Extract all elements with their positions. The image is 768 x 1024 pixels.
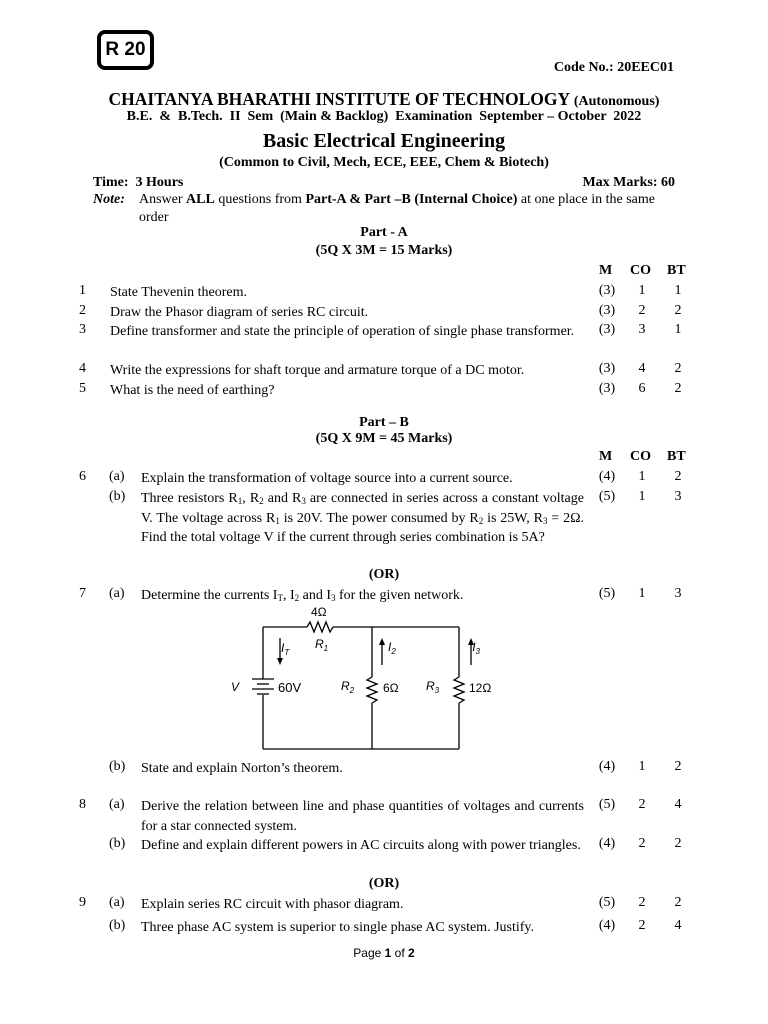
col-co: CO xyxy=(630,449,651,464)
common-branches: (Common to Civil, Mech, ECE, EEE, Chem & Biotech) xyxy=(219,155,549,170)
co-value: 1 xyxy=(638,759,646,774)
bt-value: 2 xyxy=(674,381,682,396)
exam-title: B.E. & B.Tech. II Sem (Main & Backlog) Examination September – October 2022 xyxy=(126,109,642,124)
sub-question-label: (b) xyxy=(109,836,126,851)
part-a-title: Part - A xyxy=(360,225,408,240)
bt-value: 2 xyxy=(674,361,682,376)
or-label: (OR) xyxy=(368,567,400,582)
col-m: M xyxy=(599,449,613,464)
question-number: 5 xyxy=(79,381,86,396)
r2-value: 6Ω xyxy=(383,681,399,695)
marks-value: (5) xyxy=(598,797,616,812)
marks-value: (3) xyxy=(598,361,616,376)
question-number: 6 xyxy=(79,469,86,484)
bt-value: 1 xyxy=(674,322,682,337)
question-text: State and explain Norton’s theorem. xyxy=(141,761,343,776)
marks-value: (3) xyxy=(598,303,616,318)
page-prefix: Page xyxy=(353,946,385,960)
co-value: 1 xyxy=(638,586,646,601)
col-co: CO xyxy=(630,263,651,278)
subject-title: Basic Electrical Engineering xyxy=(262,130,506,152)
marks-value: (4) xyxy=(598,836,616,851)
r3-value: 12Ω xyxy=(469,681,492,695)
part-b-title: Part – B xyxy=(359,415,409,430)
co-value: 1 xyxy=(638,283,646,298)
question-number: 9 xyxy=(79,895,86,910)
bt-value: 4 xyxy=(674,797,682,812)
marks-value: (5) xyxy=(598,489,616,504)
sub-question-label: (b) xyxy=(109,759,126,774)
sub-question-label: (a) xyxy=(109,797,125,812)
sub-question-label: (a) xyxy=(109,895,125,910)
question-text: Determine the currents $I_T$, $I_2$ and $I_3$ for the given network. xyxy=(141,588,464,603)
resistor-r2 xyxy=(367,677,377,703)
r3-label: $R_3$ xyxy=(426,679,440,695)
autonomous-label: (Autonomous) xyxy=(573,94,660,109)
col-bt: BT xyxy=(667,263,686,278)
page-of: of xyxy=(391,946,409,960)
co-value: 1 xyxy=(638,469,646,484)
question-number: 7 xyxy=(79,586,86,601)
bt-value: 2 xyxy=(674,836,682,851)
part-b-marks: (5Q X 9M = 45 Marks) xyxy=(315,431,453,446)
r20-logo: R 20 xyxy=(97,30,154,70)
resistor-r3 xyxy=(454,677,464,703)
marks-value: (5) xyxy=(598,586,616,601)
exam-time: Time: 3 Hours xyxy=(93,175,184,190)
co-value: 4 xyxy=(638,361,646,376)
co-value: 6 xyxy=(638,381,646,396)
bt-value: 2 xyxy=(674,759,682,774)
question-text: Draw the Phasor diagram of series RC circuit. xyxy=(110,305,369,320)
i2-arrowhead xyxy=(379,638,385,645)
note-label: Note: xyxy=(93,192,125,207)
question-text: Explain series RC circuit with phasor diagram. xyxy=(141,897,404,912)
co-value: 2 xyxy=(638,303,646,318)
note-text: Answer ALL questions from Part-A & Part –B (Internal Choice) at one place in the same order xyxy=(139,192,655,225)
max-marks: Max Marks: 60 xyxy=(582,175,675,190)
question-text: Write the expressions for shaft torque and armature torque of a DC motor. xyxy=(110,363,525,378)
note xyxy=(93,191,683,225)
co-value: 3 xyxy=(638,322,646,337)
question-number: 4 xyxy=(79,361,86,376)
resistor-r1 xyxy=(307,622,333,632)
col-bt: BT xyxy=(667,449,686,464)
sub-question-label: (a) xyxy=(109,469,125,484)
page-footer xyxy=(0,946,768,960)
question-text: What is the need of earthing? xyxy=(110,383,275,398)
circuit-diagram xyxy=(225,603,492,753)
or-label: (OR) xyxy=(368,876,400,891)
r2-label: $R_2$ xyxy=(341,679,355,695)
co-value: 2 xyxy=(638,895,646,910)
question-text: State Thevenin theorem. xyxy=(110,285,247,300)
question-text: Explain the transformation of voltage source into a current source. xyxy=(141,471,513,486)
marks-value: (4) xyxy=(598,759,616,774)
page-total: 2 xyxy=(408,946,415,960)
co-value: 2 xyxy=(638,836,646,851)
sub-question-label: (b) xyxy=(109,489,126,504)
marks-value: (3) xyxy=(598,283,616,298)
sub-question-label: (a) xyxy=(109,586,125,601)
question-text: Derive the relation between line and phase quantities of voltages and currents for a star connected system. xyxy=(141,799,584,834)
question-number: 8 xyxy=(79,797,86,812)
question-text: Three phase AC system is superior to single phase AC system. Justify. xyxy=(141,920,534,935)
question-text: Define and explain different powers in AC circuits along with power triangles. xyxy=(141,838,581,853)
it-label: $I_T$ xyxy=(281,641,290,657)
bt-value: 2 xyxy=(674,895,682,910)
sub-question-label: (b) xyxy=(109,918,126,933)
bt-value: 3 xyxy=(674,586,682,601)
question-text: Three resistors $R_1$, $R_2$ and $R_3$ are connected in series across a constant voltage V. The voltage across $R_1$ is 20V. The power consumed by $R_2$ is 25W, $R_3 = 2\Omega$. Find the total voltage V if the current through series combination is 5A? xyxy=(141,491,584,545)
marks-value: (4) xyxy=(598,918,616,933)
code-number: Code No.: 20EEC01 xyxy=(553,60,674,75)
part-a-marks: (5Q X 3M = 15 Marks) xyxy=(315,243,453,258)
r1-label: $R_1$ xyxy=(315,637,329,653)
i3-label: $I_3$ xyxy=(472,640,480,656)
bt-value: 1 xyxy=(674,283,682,298)
question-text: Define transformer and state the principle of operation of single phase transformer. xyxy=(110,324,575,339)
co-value: 1 xyxy=(638,489,646,504)
it-arrowhead xyxy=(277,658,283,665)
question-number: 3 xyxy=(79,322,86,337)
source-value: 60V xyxy=(278,680,302,695)
col-m: M xyxy=(599,263,613,278)
institute-name xyxy=(0,89,768,110)
co-value: 2 xyxy=(638,797,646,812)
bt-value: 4 xyxy=(674,918,682,933)
marks-value: (3) xyxy=(598,381,616,396)
bt-value: 2 xyxy=(674,303,682,318)
page-number: 1 xyxy=(384,946,392,960)
question-number: 2 xyxy=(79,303,86,318)
marks-value: (5) xyxy=(598,895,616,910)
v-label: V xyxy=(231,680,240,694)
r1-value: 4Ω xyxy=(311,605,327,619)
co-value: 2 xyxy=(638,918,646,933)
bt-value: 3 xyxy=(674,489,682,504)
institute-title: CHAITANYA BHARATHI INSTITUTE OF TECHNOLOGY xyxy=(108,89,570,109)
marks-value: (3) xyxy=(598,322,616,337)
i2-label: $I_2$ xyxy=(388,640,396,656)
bt-value: 2 xyxy=(674,469,682,484)
question-number: 1 xyxy=(79,283,86,298)
marks-value: (4) xyxy=(598,469,616,484)
